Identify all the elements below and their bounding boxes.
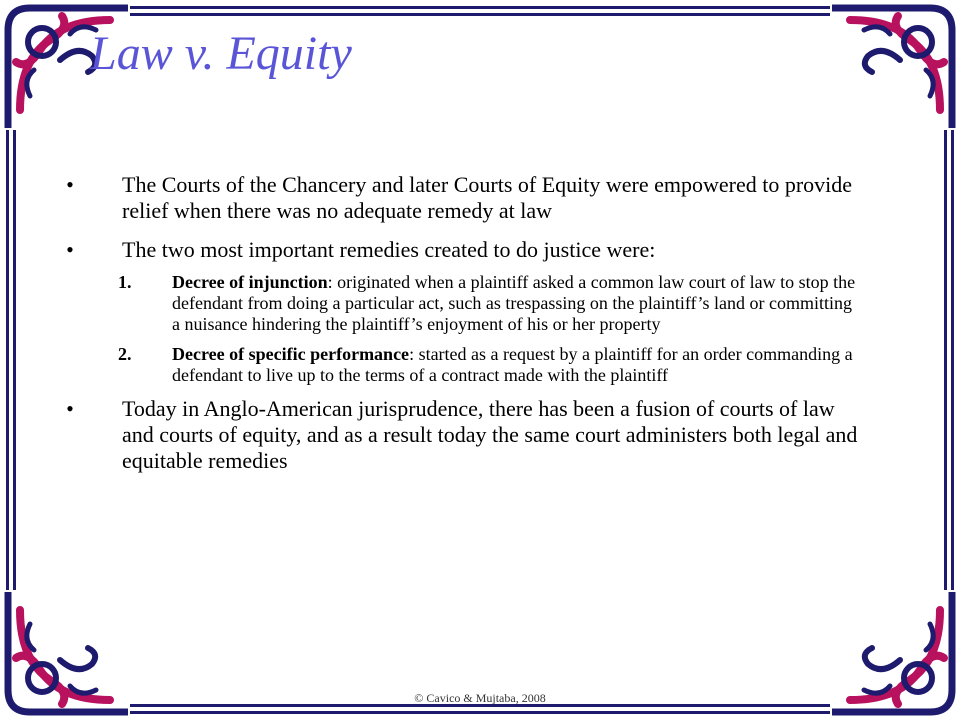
border-line-bottom — [130, 711, 830, 714]
slide-title: Law v. Equity — [90, 27, 352, 80]
remedy-item-injunction — [60, 272, 860, 335]
bullet-icon: • — [66, 172, 74, 197]
copyright-footer: © Cavico & Mujtaba, 2008 — [414, 691, 546, 705]
bullet-text: The Courts of the Chancery and later Courts of Equity were empowered to provide relief when there was no adequate remedy at law — [122, 172, 853, 223]
slide-body — [60, 172, 860, 487]
border-line-top-inner — [130, 13, 830, 16]
border-line-right-inner — [944, 130, 947, 590]
list-number: 1. — [118, 272, 132, 292]
bullet-icon: • — [66, 396, 74, 421]
remedy-term: Decree of specific performance — [172, 344, 410, 364]
bullet-item — [60, 396, 860, 474]
bullet-icon: • — [66, 237, 74, 262]
list-number: 2. — [118, 344, 132, 364]
border-line-left — [6, 130, 9, 590]
remedy-description: : started as a request by a plaintiff for an order commanding a defendant to live up to the terms of a contract made with the plaintiff — [172, 344, 853, 385]
border-line-top — [130, 6, 830, 9]
bullet-item — [60, 237, 860, 263]
ornamental-scroll-icon — [830, 0, 960, 130]
bullet-text: Today in Anglo-American jurisprudence, there has been a fusion of courts of law and courts of equity, and as a result today the same court administers both legal and equitable remedies — [122, 396, 858, 473]
bullet-item — [60, 172, 860, 224]
border-line-right — [951, 130, 954, 590]
remedies-list — [60, 272, 860, 386]
bullet-text: The two most important remedies created to do justice were: — [122, 237, 656, 262]
remedy-description: : originated when a plaintiff asked a common law court of law to stop the defendant from doing a particular act, such as trespassing on the plaintiff’s land or committing a nuisance hindering the plaintiff’s enjoyment of his or her property — [172, 272, 856, 334]
border-line-left-inner — [13, 130, 16, 590]
remedy-term: Decree of injunction — [172, 272, 328, 292]
remedy-item-specific-performance — [60, 344, 860, 386]
